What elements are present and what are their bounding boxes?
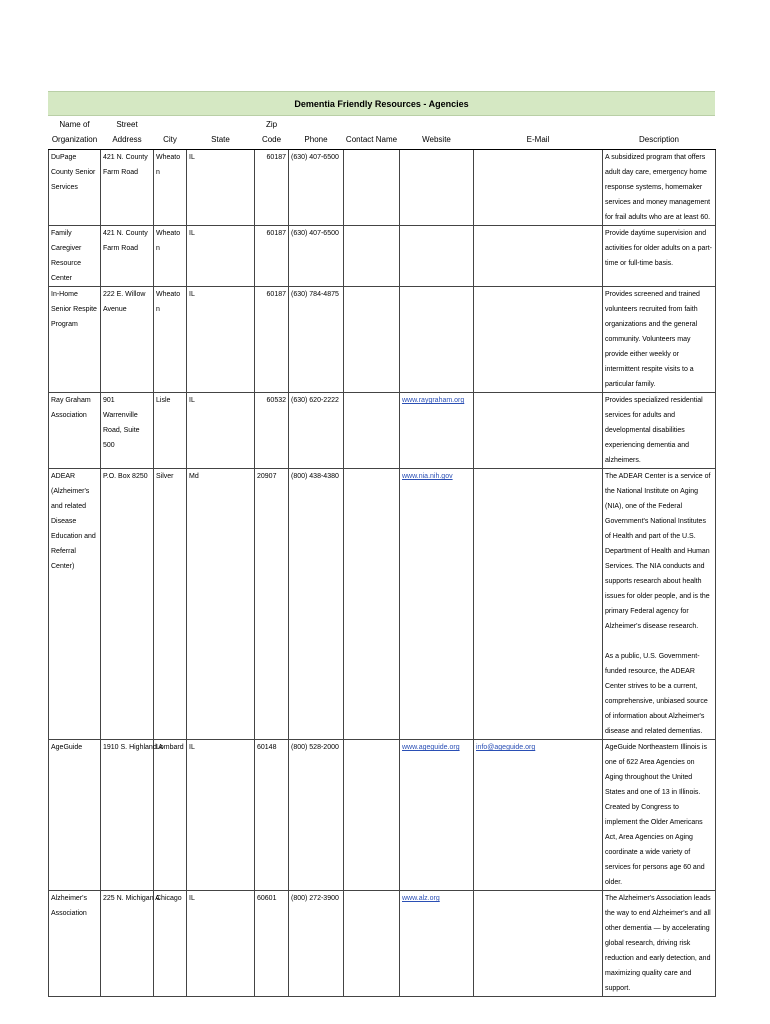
street-address-cell: 421 N. County Farm Road [101,150,154,226]
zip-code-cell: 60187 [255,150,289,226]
website-link[interactable]: www.alz.org [402,895,440,902]
table-row [49,469,716,740]
street-address-cell: 222 E. Willow Avenue [101,287,154,393]
description-paragraph: Provide daytime supervision and activities for older adults on a part-time or full-time basis. [605,230,712,267]
agencies-table [48,116,716,997]
description-cell [603,740,716,891]
website-cell [400,393,474,469]
description-paragraph: The ADEAR Center is a service of the National Institute on Aging (NIA), one of the Federal Government's National Institutes of Health and part of the U.S. Department of Health and Human Services. The NIA conducts and supports research about health issues for older people, and is the primary Federal agency for Alzheimer's disease research. [605,473,711,630]
zip-code-cell: 60187 [255,226,289,287]
city-cell: Wheaton [154,226,187,287]
city-cell: Chicago [154,891,187,997]
website-cell [400,150,474,226]
header-name [49,116,101,150]
website-link[interactable]: www.raygraham.org [402,397,465,404]
email-cell [474,287,603,393]
street-address-cell: P.O. Box 8250 [101,469,154,740]
contact-name-cell [344,891,400,997]
contact-name-cell [344,150,400,226]
header-description: Description [603,116,716,150]
header-phone: Phone [289,116,344,150]
zip-code-cell: 60532 [255,393,289,469]
sheet-title: Dementia Friendly Resources - Agencies [48,91,715,116]
table-row [49,287,716,393]
header-name-line2: Organization [51,135,98,144]
zip-code-cell: 60187 [255,287,289,393]
table-body [49,150,716,997]
phone-cell: (630) 784-4875 [289,287,344,393]
table-row [49,740,716,891]
zip-code-cell: 20907 [255,469,289,740]
zip-code-cell: 60601 [255,891,289,997]
description-cell [603,393,716,469]
phone-cell: (630) 620-2222 [289,393,344,469]
org-name-cell: Family Caregiver Resource Center [49,226,101,287]
city-cell: Lombard [154,740,187,891]
city-cell: Silver [154,469,187,740]
contact-name-cell [344,740,400,891]
header-zip: Zip Code [255,116,289,150]
header-city: City [154,116,187,150]
header-email: E-Mail [474,116,603,150]
description-paragraph: The Alzheimer's Association leads the way to end Alzheimer's and all other dementia — by accelerating global research, driving risk reduction and early detection, and maximizing quality care and support. [605,895,711,992]
phone-cell: (630) 407-6500 [289,150,344,226]
table-row [49,393,716,469]
contact-name-cell [344,393,400,469]
phone-cell: (800) 438-4380 [289,469,344,740]
state-cell: IL [187,891,255,997]
contact-name-cell [344,287,400,393]
street-address-cell: 225 N. Michigan A [101,891,154,997]
header-website: Website [400,116,474,150]
paragraph-gap [605,634,713,649]
state-cell: IL [187,287,255,393]
zip-code-cell: 60148 [255,740,289,891]
state-cell: Md [187,469,255,740]
contact-name-cell [344,226,400,287]
website-cell [400,469,474,740]
description-paragraph: Provides specialized residential services for adults and developmental disabilities experiencing dementia and alzheimers. [605,397,703,464]
street-address-cell: 901 Warrenville Road, Suite 500 [101,393,154,469]
org-name-cell: ADEAR (Alzheimer's and related Disease Education and Referral Center) [49,469,101,740]
table-row [49,150,716,226]
description-paragraph: Provides screened and trained volunteers recruited from faith organizations and the general community. Volunteers may provide either weekly or intermittent respite visits to a particular family. [605,291,700,388]
description-paragraph: A subsidized program that offers adult day care, emergency home response systems, homemaker services and money management for frail adults who are at least 60. [605,154,711,221]
state-cell: IL [187,150,255,226]
org-name-cell: DuPage County Senior Services [49,150,101,226]
description-paragraph: AgeGuide Northeastern Illinois is one of 622 Area Agencies on Aging throughout the United States and one of 13 in Illinois. Created by Congress to implement the Older Americans Act, Area Agencies on Aging coordinate a wide variety of services for persons age 60 and older. [605,744,707,886]
website-cell [400,226,474,287]
phone-cell: (800) 272-3900 [289,891,344,997]
description-cell [603,469,716,740]
website-cell [400,891,474,997]
header-row [49,116,716,150]
email-cell [474,226,603,287]
city-cell: Lisle [154,393,187,469]
state-cell: IL [187,226,255,287]
header-street: Street Address [101,116,154,150]
phone-cell: (630) 407-6500 [289,226,344,287]
org-name-cell: AgeGuide [49,740,101,891]
org-name-cell: Alzheimer's Association [49,891,101,997]
description-cell [603,891,716,997]
website-cell [400,740,474,891]
header-state: State [187,116,255,150]
street-address-cell: 421 N. County Farm Road [101,226,154,287]
description-cell [603,150,716,226]
website-link[interactable]: www.ageguide.org [402,744,460,751]
email-cell [474,891,603,997]
city-cell: Wheaton [154,150,187,226]
email-link[interactable]: info@ageguide.org [476,744,536,751]
phone-cell: (800) 528-2000 [289,740,344,891]
website-cell [400,287,474,393]
description-cell [603,287,716,393]
street-address-cell: 1910 S. Highland A [101,740,154,891]
website-link[interactable]: www.nia.nih.gov [402,473,453,480]
org-name-cell: Ray Graham Association [49,393,101,469]
email-cell [474,469,603,740]
header-name-line1: Name of [59,120,90,129]
description-cell [603,226,716,287]
table-row [49,226,716,287]
header-contact: Contact Name [344,116,400,150]
email-cell [474,740,603,891]
org-name-cell: In-Home Senior Respite Program [49,287,101,393]
email-cell [474,150,603,226]
state-cell: IL [187,393,255,469]
contact-name-cell [344,469,400,740]
email-cell [474,393,603,469]
description-paragraph: As a public, U.S. Government-funded resource, the ADEAR Center strives to be a current, comprehensive, unbiased source of information about Alzheimer's disease and related dementias. [605,653,708,735]
city-cell: Wheaton [154,287,187,393]
table-row [49,891,716,997]
state-cell: IL [187,740,255,891]
spreadsheet [48,91,715,997]
